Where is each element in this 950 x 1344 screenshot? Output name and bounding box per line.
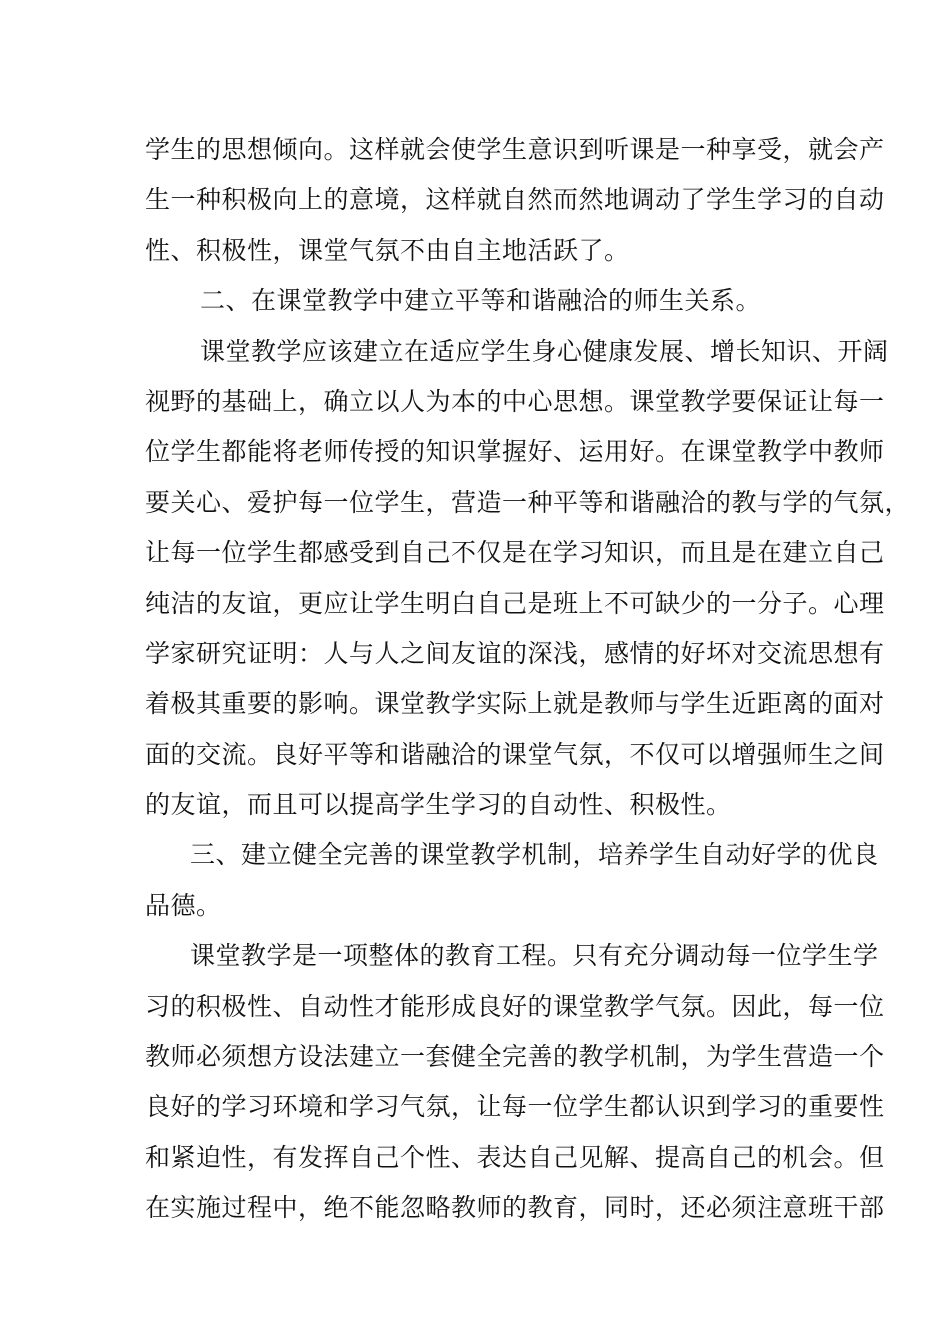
text-line: 和紧迫性，有发挥自己个性、表达自己见解、提高自己的机会。但 bbox=[145, 1143, 885, 1172]
text-line: 视野的基础上，确立以人为本的中心思想。课堂教学要保证让每一 bbox=[145, 387, 885, 416]
text-line: 性、积极性，课堂气氛不由自主地活跃了。 bbox=[145, 236, 630, 265]
text-line: 习的积极性、自动性才能形成良好的课堂教学气氛。因此，每一位 bbox=[145, 992, 885, 1021]
text-line: 课堂教学是一项整体的教育工程。只有充分调动每一位学生学 bbox=[190, 941, 879, 970]
text-line: 品德。 bbox=[145, 891, 222, 920]
text-line: 学生的思想倾向。这样就会使学生意识到听课是一种享受，就会产 bbox=[145, 135, 885, 164]
text-line: 课堂教学应该建立在适应学生身心健康发展、增长知识、开阔 bbox=[200, 337, 889, 366]
text-line: 面的交流。良好平等和谐融洽的课堂气氛，不仅可以增强师生之间 bbox=[145, 740, 885, 769]
text-line: 的友谊，而且可以提高学生学习的自动性、积极性。 bbox=[145, 790, 732, 819]
text-line: 纯洁的友谊，更应让学生明白自己是班上不可缺少的一分子。心理 bbox=[145, 589, 885, 618]
section-heading: 三、建立健全完善的课堂教学机制，培养学生自动好学的优良 bbox=[190, 840, 879, 869]
section-heading: 二、在课堂教学中建立平等和谐融洽的师生关系。 bbox=[200, 286, 762, 315]
text-line: 位学生都能将老师传授的知识掌握好、运用好。在课堂教学中教师 bbox=[145, 437, 885, 466]
text-line: 着极其重要的影响。课堂教学实际上就是教师与学生近距离的面对 bbox=[145, 689, 885, 718]
text-line: 要关心、爱护每一位学生，营造一种平等和谐融洽的教与学的气氛， bbox=[145, 488, 911, 517]
text-line: 良好的学习环境和学习气氛，让每一位学生都认识到学习的重要性 bbox=[145, 1092, 885, 1121]
text-line: 学家研究证明：人与人之间友谊的深浅，感情的好坏对交流思想有 bbox=[145, 639, 885, 668]
text-line: 在实施过程中，绝不能忽略教师的教育，同时，还必须注意班干部 bbox=[145, 1193, 885, 1222]
text-line: 生一种积极向上的意境，这样就自然而然地调动了学生学习的自动 bbox=[145, 185, 885, 214]
text-line: 让每一位学生都感受到自己不仅是在学习知识，而且是在建立自己 bbox=[145, 538, 885, 567]
text-line: 教师必须想方设法建立一套健全完善的教学机制，为学生营造一个 bbox=[145, 1042, 885, 1071]
